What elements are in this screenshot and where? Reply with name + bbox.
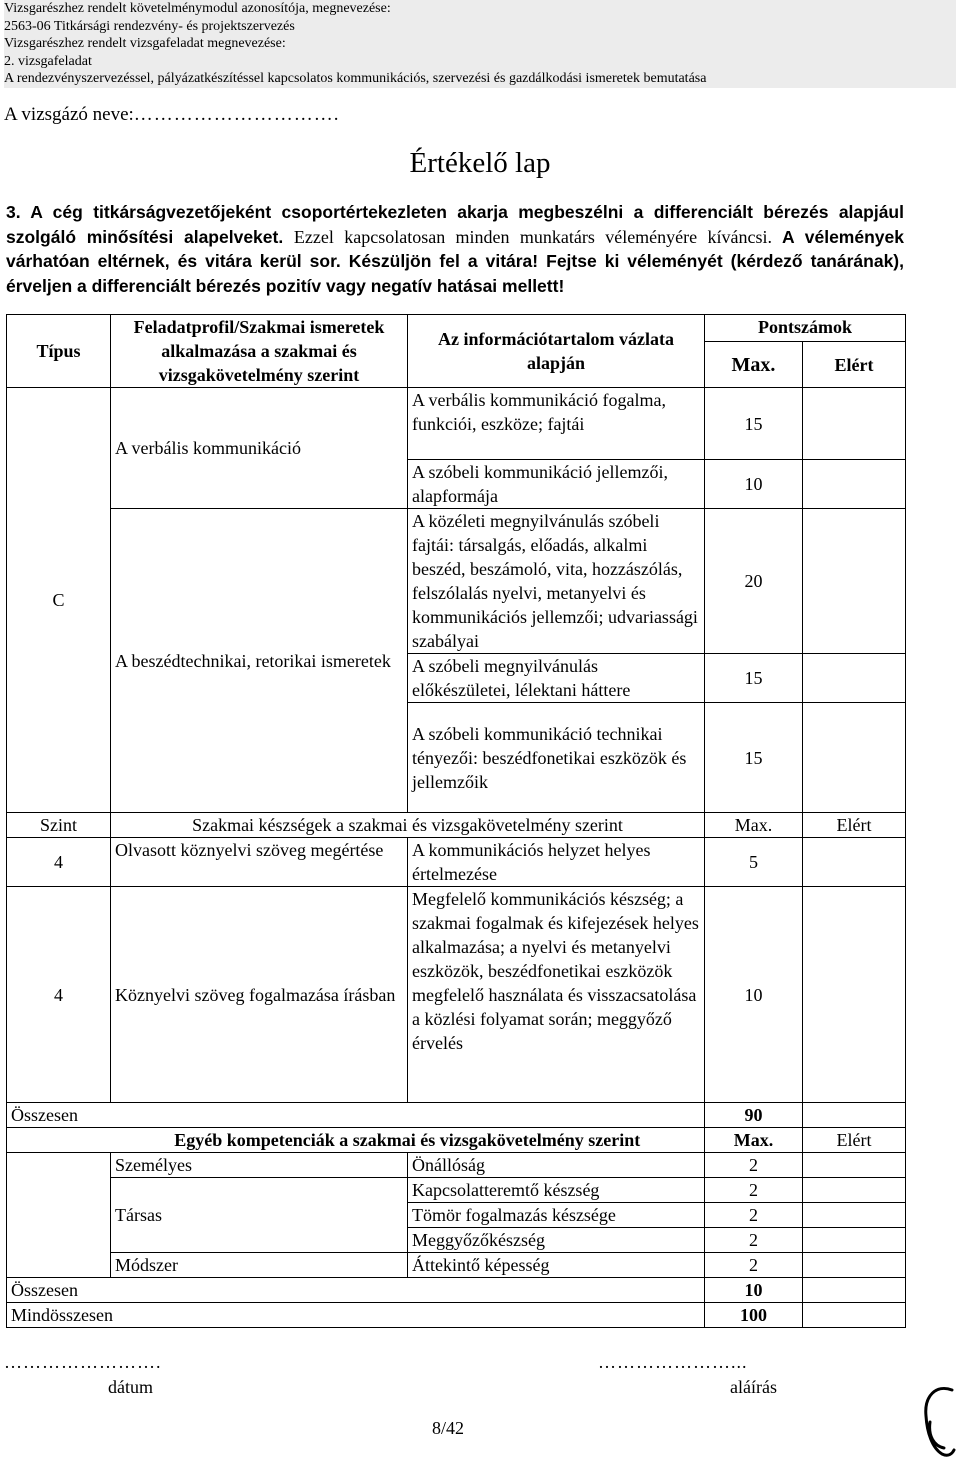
header-achieved-3: Elért: [803, 1128, 906, 1153]
competence-group-personal: Személyes: [111, 1153, 408, 1178]
examinee-dots: ………………………….: [133, 104, 340, 125]
info-row-1: A verbális kommunikáció fogalma, funkciói, eszköze; fajtái: [408, 388, 705, 460]
header-achieved: Elért: [803, 342, 906, 388]
grand-total-value: 100: [705, 1303, 803, 1328]
document-header: [4, 0, 956, 88]
competence-achieved-3[interactable]: [803, 1203, 906, 1228]
page-title: Értékelő lap: [409, 147, 551, 179]
grand-total-label: Mindösszesen: [7, 1303, 705, 1328]
header-task-name: A rendezvényszervezéssel, pályázatkészítéssel kapcsolatos kommunikációs, szervezési és gazdálkodási ismeretek bemutatása: [4, 71, 707, 86]
examinee-label: A vizsgázó neve:: [4, 104, 134, 125]
achieved-row-1[interactable]: [803, 388, 906, 460]
competence-4: Meggyőzőkészség: [408, 1228, 705, 1253]
skill-achieved-2[interactable]: [803, 887, 906, 1103]
info-row-4: A szóbeli megnyilvánulás előkészületei, lélektani háttere: [408, 654, 705, 703]
task-description: [6, 200, 904, 298]
subtotal-label-1: Összesen: [7, 1103, 705, 1128]
signature-label: aláírás: [730, 1377, 777, 1397]
skill-name-1: Olvasott köznyelvi szöveg megértése: [111, 838, 408, 887]
competence-max-5: 2: [705, 1253, 803, 1278]
header-info-content: Az információtartalom vázlata alapján: [408, 315, 705, 388]
date-dots: …………………….: [4, 1352, 162, 1372]
max-row-2: 10: [705, 460, 803, 509]
type-value: C: [7, 388, 111, 813]
grand-total-achieved[interactable]: [803, 1303, 906, 1328]
skill-max-2: 10: [705, 887, 803, 1103]
subtotal-achieved-2[interactable]: [803, 1278, 906, 1303]
subtotal-achieved-1[interactable]: [803, 1103, 906, 1128]
skill-achieved-1[interactable]: [803, 838, 906, 887]
group-speech-technique: A beszédtechnikai, retorikai ismeretek: [111, 509, 408, 813]
competence-achieved-1[interactable]: [803, 1153, 906, 1178]
header-max-3: Max.: [705, 1128, 803, 1153]
skill-level-2: 4: [7, 887, 111, 1103]
header-other-competences: Egyéb kompetenciák a szakmai és vizsgakövetelmény szerint: [111, 1128, 705, 1153]
header-module-label: Vizsgarészhez rendelt követelménymodul azonosítója, megnevezése:: [4, 1, 391, 16]
header-max-2: Max.: [705, 813, 803, 838]
competence-max-4: 2: [705, 1228, 803, 1253]
skill-name-2: Köznyelvi szöveg fogalmazása írásban: [111, 887, 408, 1103]
examinee-name-line: [4, 104, 340, 126]
competence-achieved-4[interactable]: [803, 1228, 906, 1253]
header-achieved-2: Elért: [803, 813, 906, 838]
competence-max-1: 2: [705, 1153, 803, 1178]
competence-3: Tömör fogalmazás készsége: [408, 1203, 705, 1228]
competence-5: Áttekintő képesség: [408, 1253, 705, 1278]
date-label: dátum: [108, 1377, 153, 1397]
header-task-number: 2. vizsgafeladat: [4, 53, 92, 69]
competence-max-3: 2: [705, 1203, 803, 1228]
competence-2: Kapcsolatteremtő készség: [408, 1178, 705, 1203]
skill-info-1: A kommunikációs helyzet helyes értelmezése: [408, 838, 705, 887]
header-professional-skills: Szakmai készségek a szakmai és vizsgakövetelmény szerint: [111, 813, 705, 838]
task-part-3: A vélemények várhatóan eltérnek, és vitára kerül sor. Készüljön fel a vitára! Fejtse ki véleményét (kérdező tanárának), érveljen a differenciált bérezés pozitív vagy negatív hatásai mellett!: [6, 226, 904, 296]
evaluation-table: [6, 314, 906, 1328]
header-task-label: Vizsgarészhez rendelt vizsgafeladat megnevezése:: [4, 36, 286, 51]
header-task-profile: Feladatprofil/Szakmai ismeretek alkalmazása a szakmai és vizsgakövetelmény szerint: [111, 315, 408, 388]
subtotal-value-2: 10: [705, 1278, 803, 1303]
competence-group-social: Társas: [111, 1178, 408, 1253]
competence-blank-column: [7, 1153, 111, 1278]
max-row-4: 15: [705, 654, 803, 703]
skill-max-1: 5: [705, 838, 803, 887]
header-type: Típus: [7, 315, 111, 388]
competence-1: Önállóság: [408, 1153, 705, 1178]
competence-achieved-5[interactable]: [803, 1253, 906, 1278]
competence-max-2: 2: [705, 1178, 803, 1203]
header-level: Szint: [7, 813, 111, 838]
max-row-1: 15: [705, 388, 803, 460]
competence-achieved-2[interactable]: [803, 1178, 906, 1203]
subtotal-label-2: Összesen: [7, 1278, 705, 1303]
signature-dots: …………………...: [598, 1352, 748, 1372]
page-number: 8/42: [432, 1418, 465, 1438]
handwritten-c-mark: [918, 1382, 958, 1462]
max-row-3: 20: [705, 509, 803, 654]
task-part-2: Ezzel kapcsolatosan minden munkatárs véleményére kíváncsi.: [293, 226, 772, 247]
subtotal-value-1: 90: [705, 1103, 803, 1128]
competence-group-method: Módszer: [111, 1253, 408, 1278]
skill-level-1: 4: [7, 838, 111, 887]
header-max: Max.: [705, 342, 803, 388]
skill-info-2: Megfelelő kommunikációs készség; a szakmai fogalmak és kifejezések helyes alkalmazása; a nyelvi és metanyelvi eszközök, beszédfonetikai eszközök megfelelő használata és visszacsatolása a közlési folyamat során; meggyőző érvelés: [408, 887, 705, 1103]
info-row-5: A szóbeli kommunikáció technikai tényezői: beszédfonetikai eszközök és jellemzőik: [408, 703, 705, 813]
info-row-3: A közéleti megnyilvánulás szóbeli fajtái: társalgás, előadás, alkalmi beszéd, beszámoló, vita, hozzászólás, felszólalás nyelvi, metanyelvi és kommunikációs jellemzői; udvariassági szabályai: [408, 509, 705, 654]
achieved-row-5[interactable]: [803, 703, 906, 813]
achieved-row-3[interactable]: [803, 509, 906, 654]
info-row-2: A szóbeli kommunikáció jellemzői, alapformája: [408, 460, 705, 509]
header-module-name: 2563-06 Titkársági rendezvény- és projektszervezés: [4, 18, 295, 34]
task-part-1: 3. A cég titkárságvezetőjeként csoportértekezleten akarja megbeszélni a differenciált bérezés alapjául szolgáló minősítési alapelveket.: [6, 202, 904, 247]
group-verbal-communication: A verbális kommunikáció: [111, 388, 408, 509]
achieved-row-2[interactable]: [803, 460, 906, 509]
achieved-row-4[interactable]: [803, 654, 906, 703]
max-row-5: 15: [705, 703, 803, 813]
header-points: Pontszámok: [705, 315, 906, 342]
